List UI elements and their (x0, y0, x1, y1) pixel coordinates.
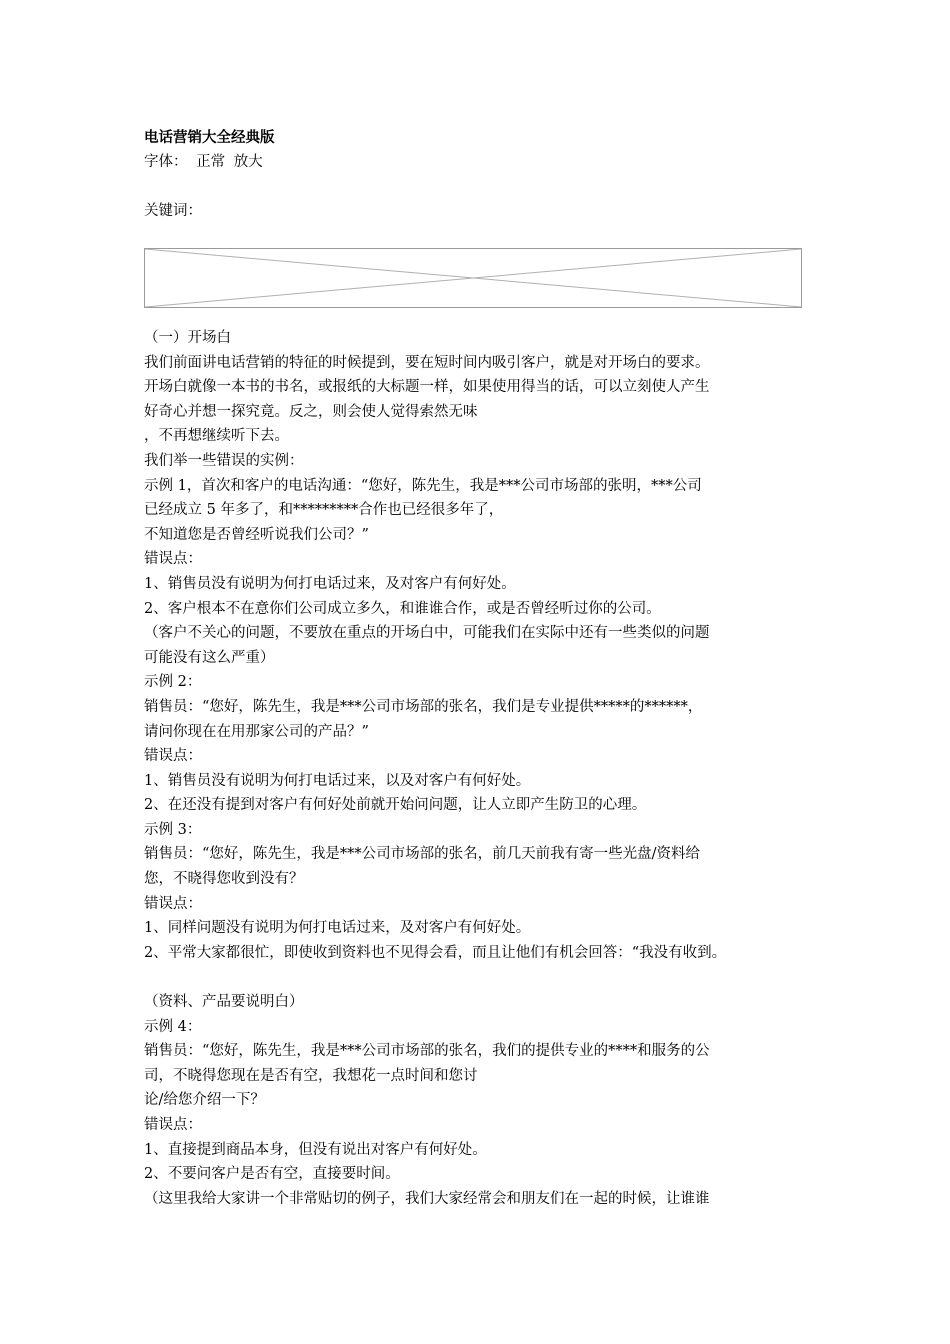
paragraph-line: 2、在还没有提到对客户有何好处前就开始问问题，让人立即产生防卫的心理。 (144, 797, 647, 814)
paragraph-line: 1、销售员没有说明为何打电话过来，以及对客户有何好处。 (144, 772, 531, 789)
paragraph-line: 销售员：“您好，陈先生，我是***公司市场部的张名，我们是专业提供*****的******， (144, 698, 703, 715)
paragraph-line: 论/给您介绍一下？ (144, 1092, 265, 1109)
blank-line (144, 965, 834, 990)
paragraph-line: 1、直接提到商品本身，但没有说出对客户有何好处。 (144, 1141, 487, 1158)
paragraph-line: 示例 4： (144, 1018, 202, 1035)
paragraph-line: 您，不晓得您收到没有？ (144, 871, 304, 888)
image-placeholder-icon (145, 249, 801, 307)
paragraph-line: 错误点： (144, 895, 202, 912)
paragraph-line: 销售员：“您好，陈先生，我是***公司市场部的张名，我们的提供专业的****和服务的公 (144, 1043, 710, 1060)
font-size-options (144, 150, 824, 175)
paragraph-line: 开场白就像一本书的书名，或报纸的大标题一样，如果使用得当的话，可以立刻使人产生 (144, 379, 710, 396)
broken-image-placeholder (144, 248, 802, 308)
font-normal-link[interactable]: 正常 (196, 154, 226, 170)
document-header (144, 126, 824, 224)
paragraph-line: 我们前面讲电话营销的特征的时候提到，要在短时间内吸引客户，就是对开场白的要求。 (144, 354, 710, 371)
font-large-link[interactable]: 放大 (233, 154, 263, 170)
paragraph-line: 错误点： (144, 1117, 202, 1133)
paragraph-line: 示例 2： (144, 674, 202, 691)
font-label: 字体： (144, 154, 188, 170)
paragraph-line: 不知道您是否曾经听说我们公司？” (144, 526, 369, 543)
paragraph-line: 2、不要问客户是否有空，直接要时间。 (144, 1166, 400, 1183)
paragraph-line: 可能没有这么严重） (144, 649, 275, 666)
paragraph-line: 司，不晓得您现在是否有空，我想花一点时间和您讨 (144, 1067, 478, 1084)
paragraph-line: （资料、产品要说明白） (144, 994, 304, 1011)
paragraph-line: 我们举一些错误的实例： (144, 452, 304, 469)
spacer (144, 175, 824, 200)
keywords-label: 关键词： (144, 203, 202, 220)
paragraph-line: 1、同样问题没有说明为何打电话过来，及对客户有何好处。 (144, 920, 531, 937)
paragraph-line: 示例 1，首次和客户的电话沟通：“您好，陈先生，我是***公司市场部的张明，***公司 (144, 477, 702, 494)
paragraph-line: 错误点： (144, 748, 202, 765)
paragraph-line: （这里我给大家讲一个非常贴切的例子，我们大家经常会和朋友们在一起的时候，让谁谁 (144, 1190, 710, 1207)
paragraph-line: 示例 3： (144, 821, 202, 838)
paragraph-line: 好奇心并想一探究竟。反之，则会使人觉得索然无味 (144, 403, 478, 420)
paragraph-line: 销售员：“您好，陈先生，我是***公司市场部的张名，前几天前我有寄一些光盘/资料给 (144, 846, 701, 863)
paragraph-line: 已经成立 5 年多了，和*********合作也已经很多年了， (144, 502, 504, 519)
paragraph-line: 请问你现在在用那家公司的产品？” (144, 723, 369, 740)
paragraph-line: ，不再想继续听下去。 (144, 428, 289, 445)
paragraph-line: 2、客户根本不在意你们公司成立多久，和谁谁合作，或是否曾经听过你的公司。 (144, 600, 661, 617)
document-title: 电话营销大全经典版 (144, 130, 275, 146)
article-body (144, 326, 834, 1211)
paragraph-line: （一）开场白 (144, 330, 231, 346)
paragraph-line: 1、销售员没有说明为何打电话过来，及对客户有何好处。 (144, 575, 516, 592)
paragraph-line: 2、平常大家都很忙，即使收到资料也不见得会看，而且让他们有机会回答：“我没有收到。 (144, 944, 727, 961)
paragraph-line: （客户不关心的问题，不要放在重点的开场白中，可能我们在实际中还有一些类似的问题 (144, 625, 710, 642)
paragraph-line: 错误点： (144, 551, 202, 568)
